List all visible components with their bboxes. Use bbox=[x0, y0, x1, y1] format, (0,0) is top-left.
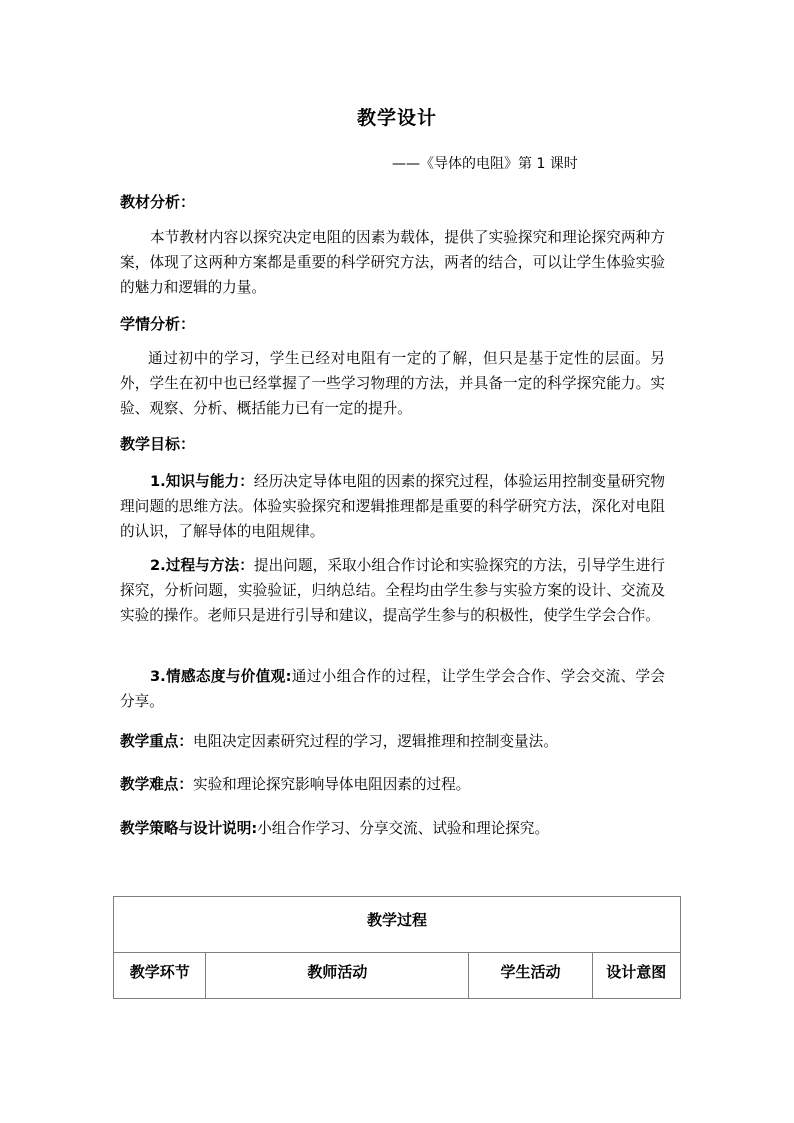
strategy-line bbox=[120, 818, 549, 840]
difficulty-text: 实验和理论探究影响导体电阻因素的过程。 bbox=[192, 776, 471, 793]
header-student-activity: 学生活动 bbox=[500, 963, 561, 981]
table-header-cell bbox=[592, 953, 680, 999]
header-teacher-activity: 教师活动 bbox=[307, 963, 368, 981]
objective-text: 提出问题，采取小组合作讨论和实验探究的方法，引导学生进行探究，分析问题，实验验证，归纳总结。全程均由学生参与实验方案的设计、交流及实验的操作。老师只是进行引导和建议，提高学生参与的积极性，使学生学会合作。 bbox=[120, 557, 665, 624]
table-header-cell bbox=[469, 953, 592, 999]
page-title: 教学设计 bbox=[356, 107, 437, 129]
objective-item-attitude bbox=[120, 664, 665, 714]
objective-item-knowledge bbox=[120, 469, 665, 544]
objective-label: 3.情感态度与价值观: bbox=[150, 668, 292, 685]
objectives-heading: 教学目标： bbox=[120, 435, 196, 453]
header-teaching-stage: 教学环节 bbox=[129, 963, 190, 981]
student-analysis-paragraph: 通过初中的学习，学生已经对电阻有一定的了解，但只是基于定性的层面。另外，学生在初中也已经掌握了一些学习物理的方法，并具备一定的科学探究能力。实验、观察、分析、概括能力已有一定的提升。 bbox=[120, 350, 665, 417]
textbook-analysis-paragraph: 本节教材内容以探究决定电阻的因素为载体，提供了实验探究和理论探究两种方案，体现了这两种方案都是重要的科学研究方法，两者的结合，可以让学生体验实验的魅力和逻辑的力量。 bbox=[120, 229, 665, 296]
table-header-cell bbox=[114, 953, 206, 999]
objective-text: 经历决定导体电阻的因素的探究过程，体验运用控制变量研究物理问题的思维方法。体验实验探究和逻辑推理都是重要的科学研究方法，深化对电阻的认识，了解导体的电阻规律。 bbox=[120, 473, 665, 540]
student-analysis-heading: 学情分析： bbox=[120, 315, 196, 333]
header-design-intent: 设计意图 bbox=[606, 963, 667, 981]
objective-label: 1.知识与能力： bbox=[150, 473, 254, 490]
objective-text: 通过小组合作的过程，让学生学会合作、学会交流、学会分享。 bbox=[120, 668, 665, 710]
objective-label: 2.过程与方法： bbox=[150, 557, 254, 574]
key-point-line bbox=[120, 731, 558, 753]
table-header-cell bbox=[206, 953, 469, 999]
page-subtitle: ——《导体的电阻》第 1 课时 bbox=[392, 156, 578, 172]
textbook-analysis-heading: 教材分析： bbox=[120, 193, 196, 211]
strategy-text: 小组合作学习、分享交流、试验和理论探究。 bbox=[257, 820, 550, 837]
difficulty-label: 教学难点： bbox=[120, 776, 193, 793]
difficulty-line bbox=[120, 774, 470, 796]
objective-item-process bbox=[120, 553, 665, 628]
strategy-label: 教学策略与设计说明: bbox=[120, 820, 258, 837]
key-point-label: 教学重点： bbox=[120, 733, 193, 750]
table-title-cell bbox=[114, 897, 681, 953]
table-title: 教学过程 bbox=[366, 911, 427, 929]
teaching-process-table bbox=[113, 896, 681, 999]
key-point-text: 电阻决定因素研究过程的学习，逻辑推理和控制变量法。 bbox=[192, 733, 558, 750]
